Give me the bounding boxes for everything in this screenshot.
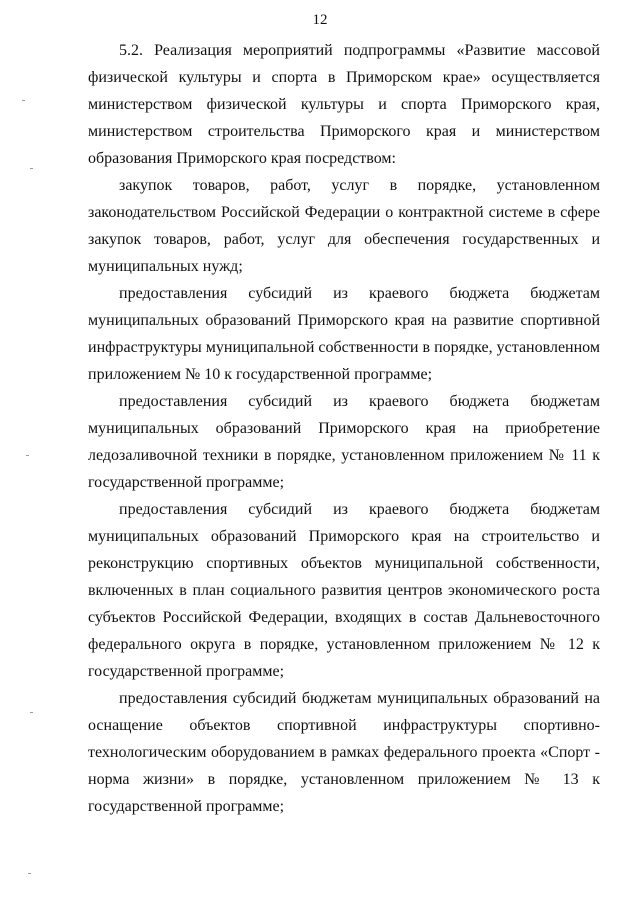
page-number: 12 (312, 12, 328, 28)
scan-mark (26, 455, 29, 456)
paragraph-implementation: 5.2. Реализация мероприятий подпрограммы «Развитие массовой физической культуры и спорта в Приморском крае» осуществляется министерством физической культуры и спорта Приморского края, министерством строительства Приморского края и министерством образования Приморского края посредством: (88, 42, 600, 167)
paragraph-subsidy-infrastructure: предоставления субсидий из краевого бюджета бюджетам муниципальных образований Приморского края на развитие спортивной инфраструктуры муниципальной собственности в порядке, установленном приложением № 10 к государственной программе; (88, 285, 600, 383)
scan-mark (30, 168, 33, 169)
document-body (88, 37, 600, 820)
scan-mark (22, 100, 25, 101)
paragraph-subsidy-sport-equipment: предоставления субсидий бюджетам муниципальных образований на оснащение объектов спортивной инфраструктуры спортивно-технологическим оборудованием в рамках федерального проекта «Спорт - норма жизни» в порядке, установленном приложением № 13 к государственной программе; (88, 690, 600, 815)
paragraph-subsidy-construction: предоставления субсидий из краевого бюджета бюджетам муниципальных образований Приморского края на строительство и реконструкцию спортивных объектов муниципальной собственности, включенных в план социального развития центров экономического роста субъектов Российской Федерации, входящих в состав Дальневосточного федерального округа в порядке, установленном приложением № 12 к государственной программе; (88, 501, 600, 680)
paragraph-procurement: закупок товаров, работ, услуг в порядке, установленном законодательством Российской Федерации о контрактной системе в сфере закупок товаров, работ, услуг для обеспечения государственных и муниципальных нужд; (88, 177, 600, 275)
scan-mark (30, 712, 33, 713)
paragraph-subsidy-ice-equipment: предоставления субсидий из краевого бюджета бюджетам муниципальных образований Приморского края на приобретение ледозаливочной техники в порядке, установленном приложением № 11 к государственной программе; (88, 393, 600, 491)
scan-mark (28, 873, 31, 874)
